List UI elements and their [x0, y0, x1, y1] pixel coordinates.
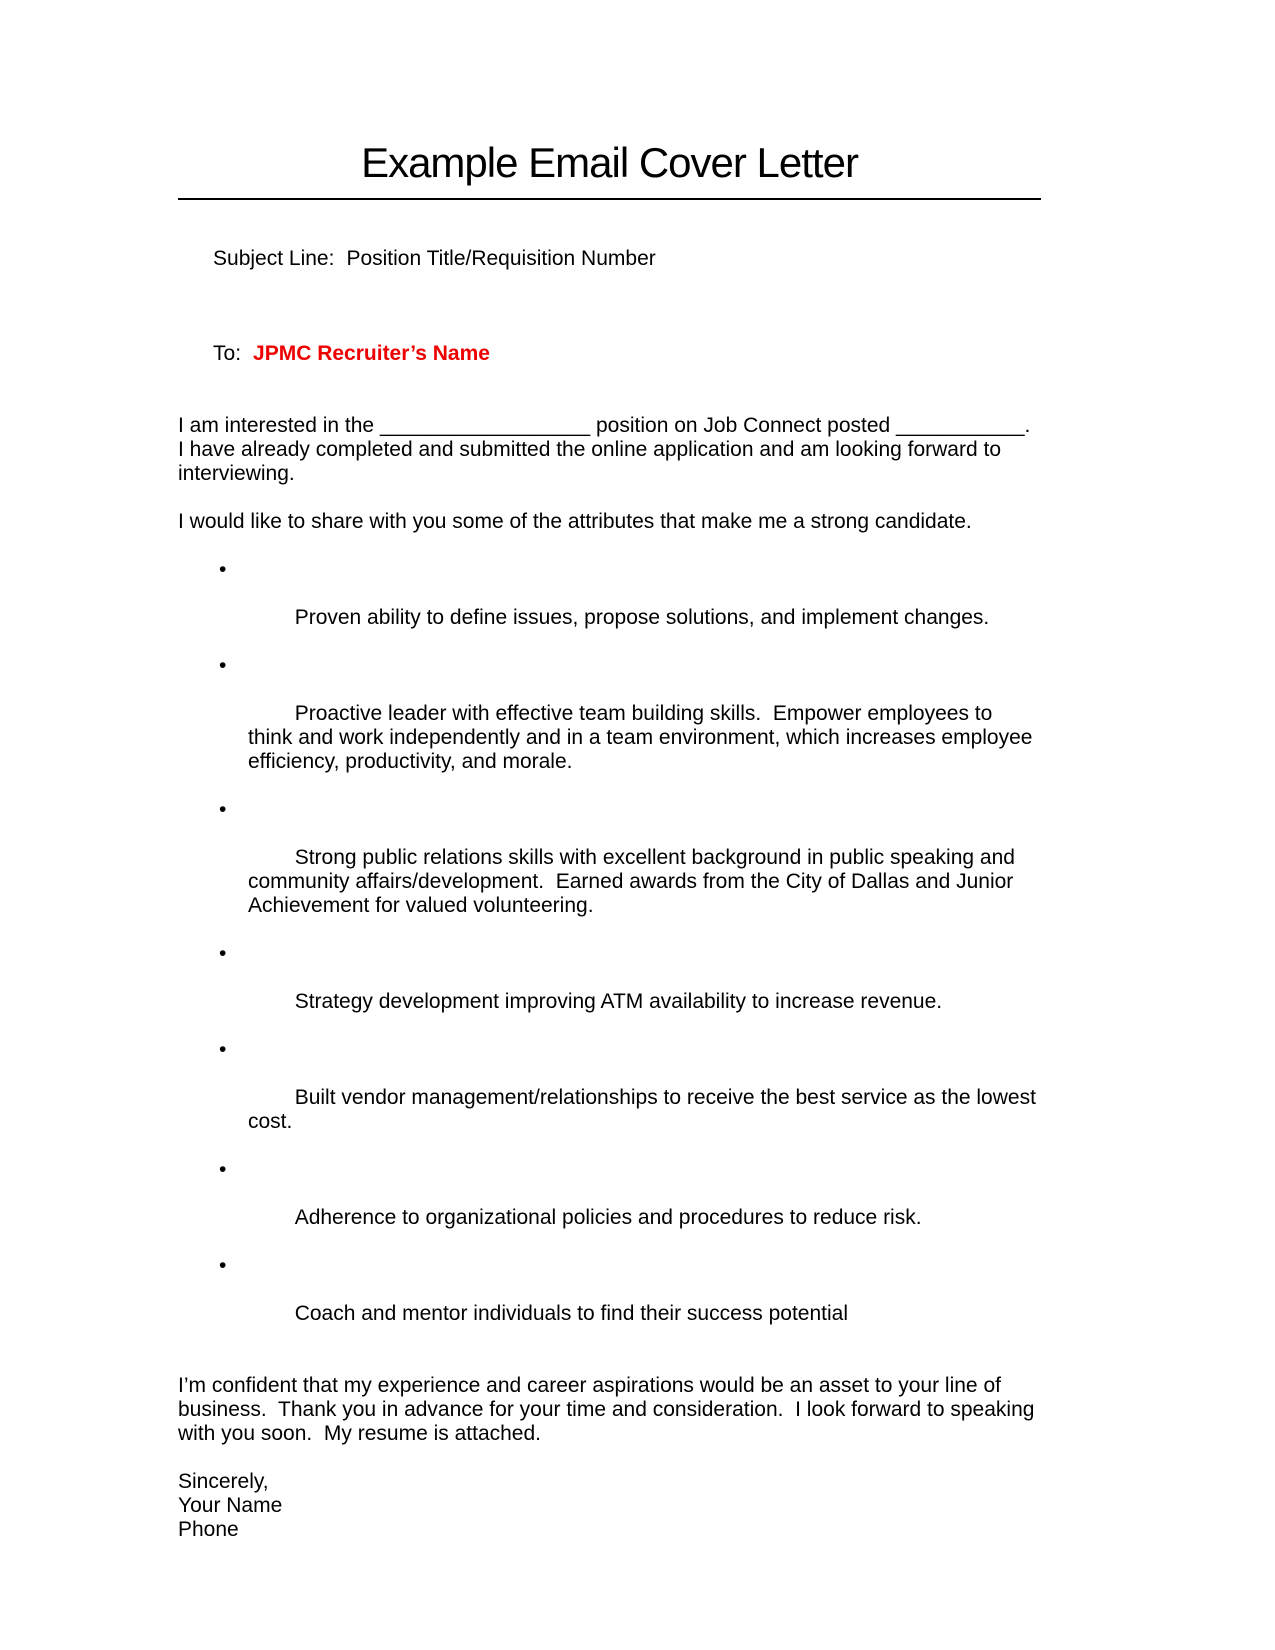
list-item-text: Adherence to organizational policies and procedures to reduce risk.: [294, 1206, 922, 1229]
signature-name: Your Name: [178, 1494, 283, 1517]
bullet-icon: •: [219, 1254, 227, 1277]
signature-phone: Phone: [178, 1518, 239, 1541]
list-item-text: Built vendor management/relationships to receive the best service as the lowest cost.: [248, 1086, 1042, 1133]
subject-line: [178, 223, 1041, 295]
list-item: [178, 798, 1041, 942]
list-item: [178, 654, 1041, 798]
recipient-name: JPMC Recruiter’s Name: [253, 342, 490, 365]
list-item-text: Coach and mentor individuals to find their success potential: [294, 1302, 848, 1325]
list-item-text: Proven ability to define issues, propose solutions, and implement changes.: [294, 606, 990, 629]
bullet-icon: •: [219, 798, 227, 821]
list-item: [178, 942, 1041, 1038]
attributes-lead-paragraph: I would like to share with you some of the attributes that make me a strong candidate.: [178, 510, 972, 533]
bullet-icon: •: [219, 558, 227, 581]
subject-label: Subject Line:: [213, 247, 335, 270]
list-item: [178, 558, 1041, 654]
bullet-icon: •: [219, 942, 227, 965]
signature-block: [178, 1470, 1041, 1542]
intro-paragraph: I am interested in the __________________ position on Job Connect posted ___________. I have already completed and submitted the online application and am looking forward to interviewing.: [178, 414, 1043, 485]
signature-sincerely: Sincerely,: [178, 1470, 269, 1493]
letter-body: [178, 140, 1041, 1542]
bullet-icon: •: [219, 654, 227, 677]
list-item: [178, 1038, 1041, 1158]
to-label: To:: [213, 342, 242, 365]
list-item-text: Proactive leader with effective team building skills. Empower employees to think and work independently and in a team environment, which increases employee efficiency, productivity, and morale.: [248, 702, 1039, 773]
bullet-icon: •: [219, 1038, 227, 1061]
bullet-icon: •: [219, 1158, 227, 1181]
list-item: [178, 1158, 1041, 1254]
subject-value: Position Title/Requisition Number: [346, 247, 656, 270]
to-line: [178, 318, 1041, 390]
list-item-text: Strong public relations skills with excellent background in public speaking and community affairs/development. Earned awards from the City of Dallas and Junior Achievement for valued volunteering.: [248, 846, 1021, 917]
attributes-list: [178, 558, 1041, 1350]
list-item: [178, 1254, 1041, 1350]
page-title: Example Email Cover Letter: [178, 140, 1041, 200]
list-item-text: Strategy development improving ATM availability to increase revenue.: [294, 990, 943, 1013]
closing-paragraph: I’m confident that my experience and career aspirations would be an asset to your line of business. Thank you in advance for your time and consideration. I look forward to speaking with you soon. My resume is attached.: [178, 1374, 1041, 1445]
